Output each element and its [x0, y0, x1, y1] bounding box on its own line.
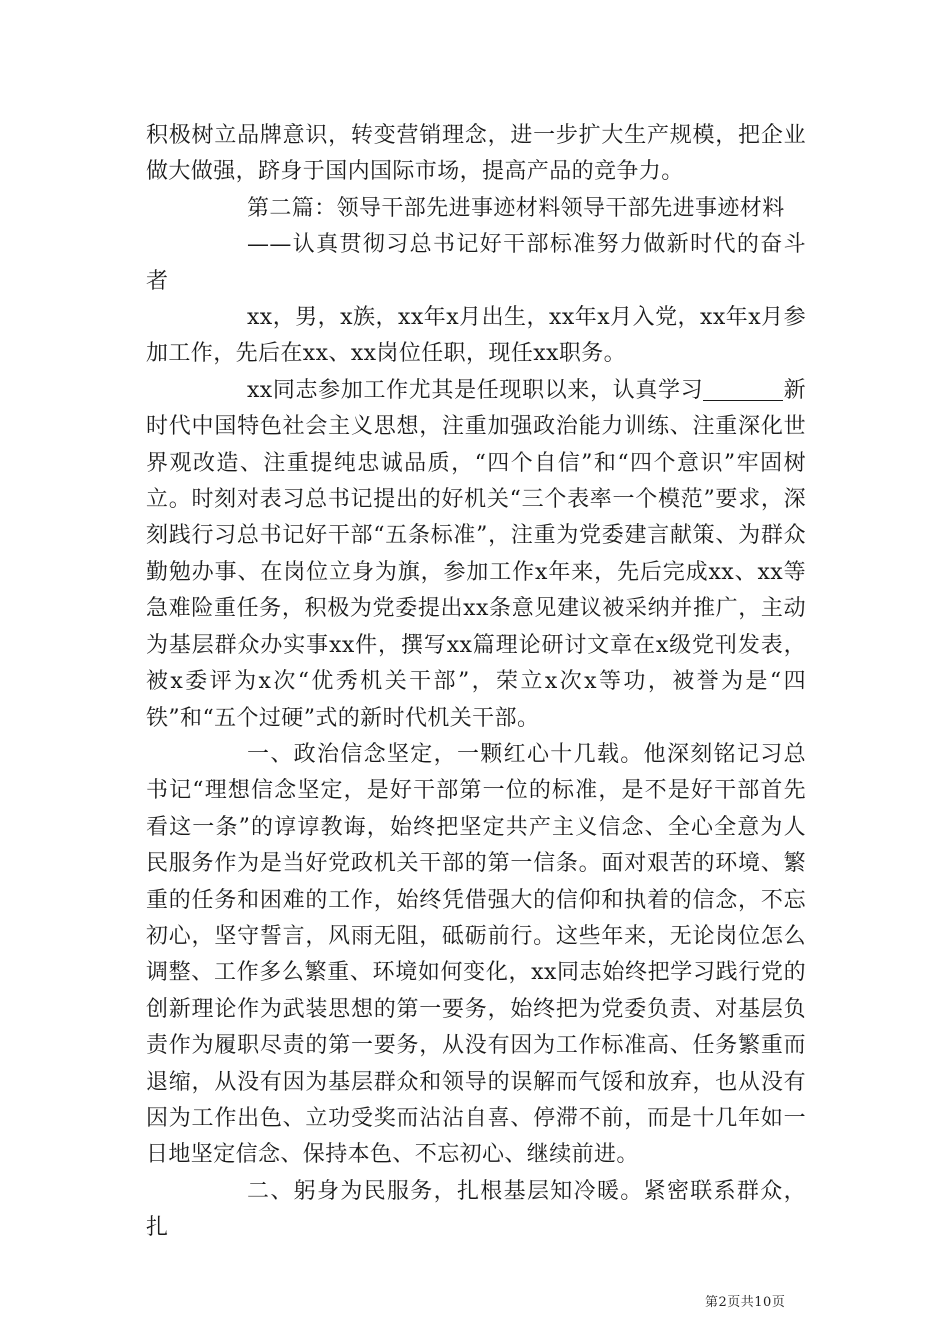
- section-subtitle: ——认真贯彻习总书记好干部标准努力做新时代的奋斗者: [146, 232, 806, 294]
- document-body: [146, 118, 806, 1247]
- paragraph-section-two: 二、躬身为民服务，扎根基层知冷暖。紧密联系群众，扎: [146, 1178, 806, 1241]
- paragraph-study-lead: xx同志参加工作尤其是任现职以来，认真学习: [247, 377, 704, 403]
- paragraph-study: [146, 373, 806, 737]
- paragraph-profile: xx，男，x族，xx年x月出生，xx年x月入党，xx年x月参加工作，先后在xx、xx岗位任职，现任xx职务。: [146, 305, 806, 367]
- paragraph-study-rest: 新时代中国特色社会主义思想，注重加强政治能力训练、注重深化世界观改造、注重提纯忠诚品质，“四个自信”和“四个意识”牢固树立。时刻对表习总书记提出的好机关“三个表率一个模范”要求，深刻践行习总书记好干部“五条标准”，注重为党委建言献策、为群众勤勉办事、在岗位立身为旗，参加工作x年来，先后完成xx、xx等急难险重任务，积极为党委提出xx条意见建议被采纳并推广，主动为基层群众办实事xx件，撰写xx篇理论研讨文章在x级党刊发表，被x委评为x次“优秀机关干部”，荣立x次x等功，被誉为是“四铁”和“五个过硬”式的新时代机关干部。: [146, 377, 806, 731]
- fill-in-blank: [703, 378, 783, 401]
- paragraph-intro: 积极树立品牌意识，转变营销理念，进一步扩大生产规模，把企业做大做强，跻身于国内国际市场，提高产品的竞争力。: [146, 123, 806, 185]
- section-title: 第二篇：领导干部先进事迹材料领导干部先进事迹材料: [247, 195, 785, 221]
- page-number: 第2页共10页: [705, 1295, 786, 1310]
- paragraph-section-one: 一、政治信念坚定，一颗红心十几载。他深刻铭记习总书记“理想信念坚定，是好干部第一位的标准，是不是好干部首先看这一条”的谆谆教诲，始终把坚定共产主义信念、全心全意为人民服务作为是当好党政机关干部的第一信条。面对艰苦的环境、繁重的任务和困难的工作，始终凭借强大的信仰和执着的信念，不忘初心，坚守誓言，风雨无阻，砥砺前行。这些年来，无论岗位怎么调整、工作多么繁重、环境如何变化，xx同志始终把学习践行党的创新理论作为武装思想的第一要务，始终把为党委负责、对基层负责作为履职尽责的第一要务，从没有因为工作标准高、任务繁重而退缩，从没有因为基层群众和领导的误解而气馁和放弃，也从没有因为工作出色、立功受奖而沾沾自喜、停滞不前，而是十几年如一日地坚定信念、保持本色、不忘初心、继续前进。: [146, 741, 806, 1168]
